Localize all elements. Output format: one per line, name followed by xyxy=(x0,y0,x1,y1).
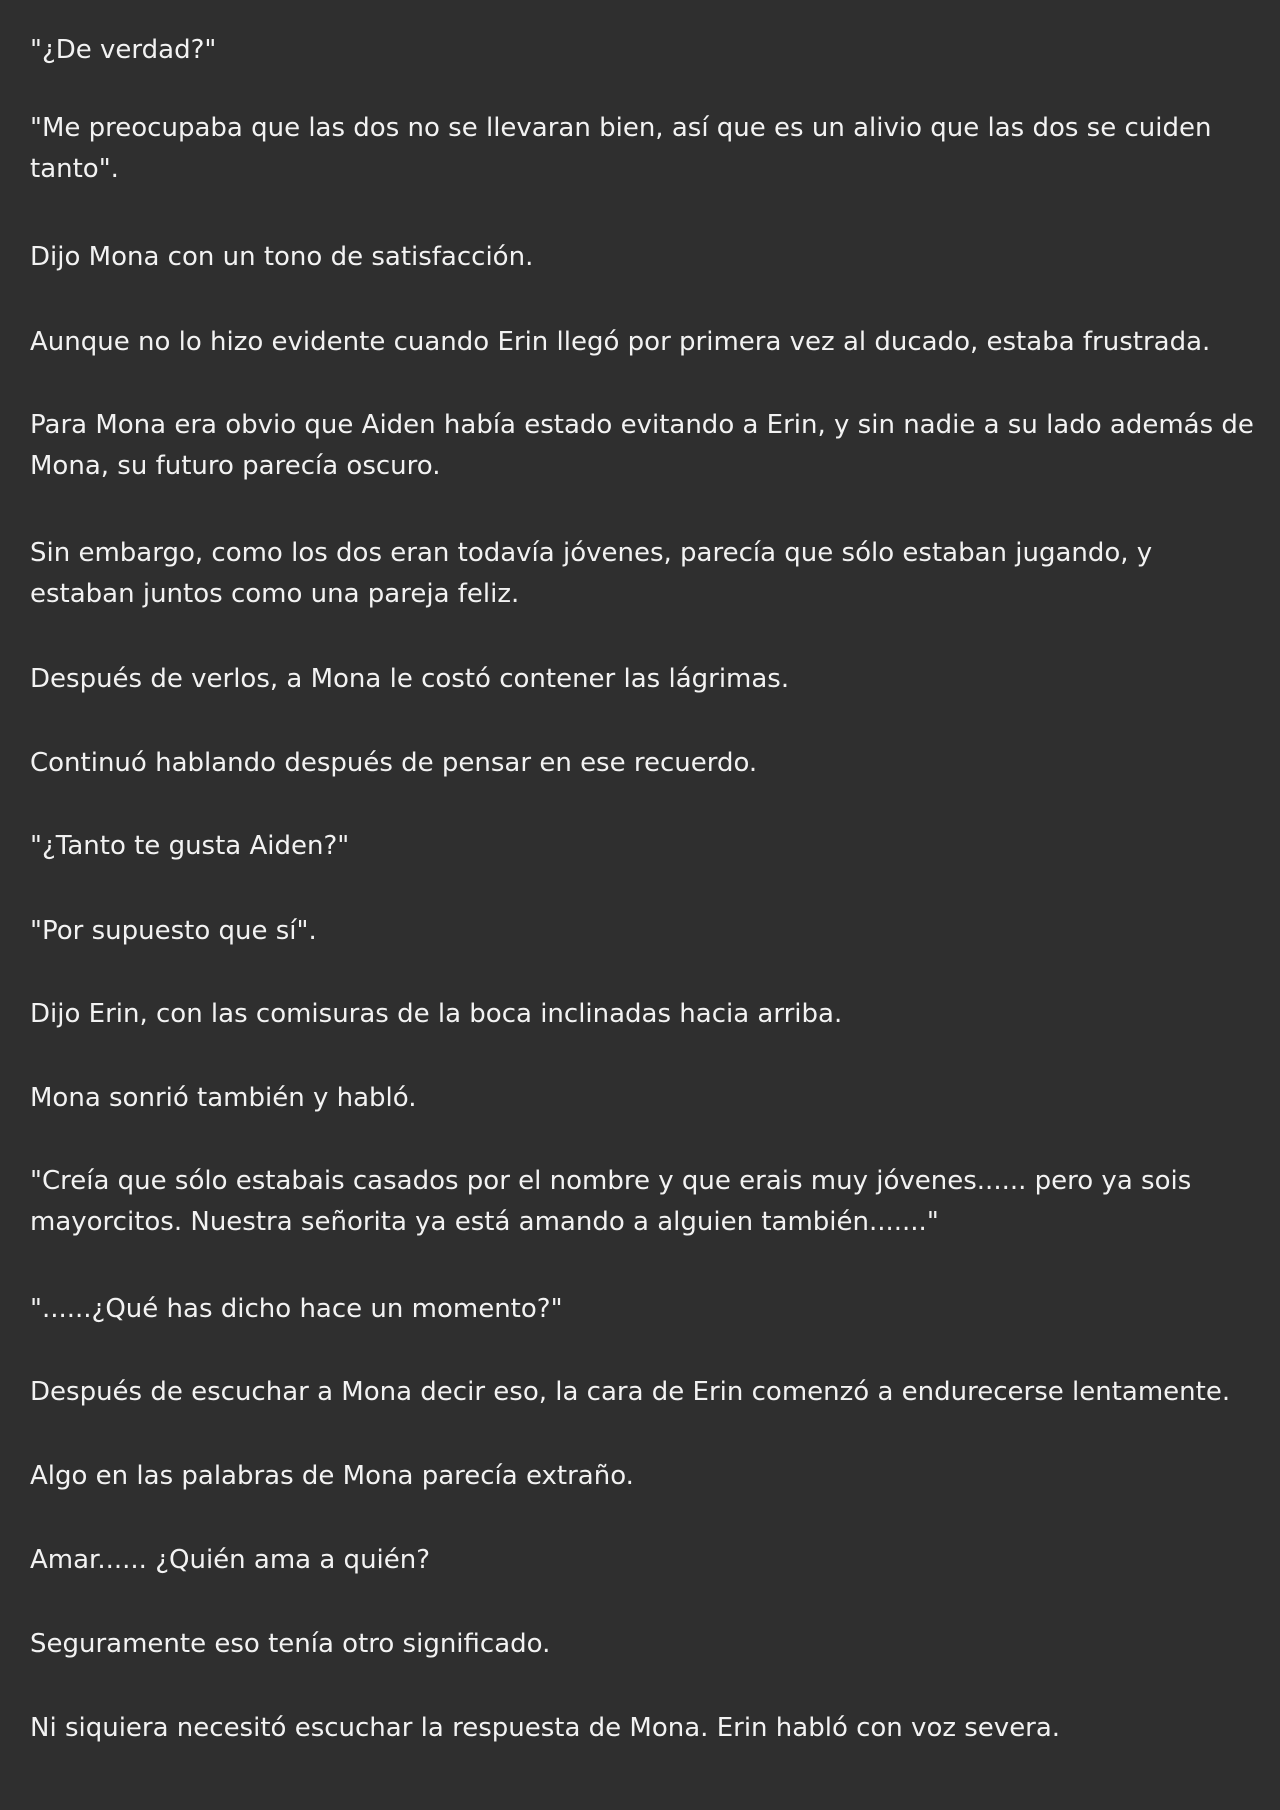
paragraph-7: Después de verlos, a Mona le costó contener las lágrimas. xyxy=(30,664,790,694)
paragraph-13: "Creía que sólo estabais casados por el nombre y que erais muy jóvenes...... pero ya sois mayorcitos. Nuestra señorita ya está amando a alguien también......." xyxy=(30,1166,1192,1237)
paragraph-5: Para Mona era obvio que Aiden había estado evitando a Erin, y sin nadie a su lado además de Mona, su futuro parecía oscuro. xyxy=(30,410,1254,481)
paragraph-15: Después de escuchar a Mona decir eso, la cara de Erin comenzó a endurecerse lentamente. xyxy=(30,1377,1231,1407)
paragraph-6: Sin embargo, como los dos eran todavía jóvenes, parecía que sólo estaban jugando, y estaban juntos como una pareja feliz. xyxy=(30,538,1153,609)
paragraph-1: "¿De verdad?" xyxy=(30,35,217,65)
paragraph-2: "Me preocupaba que las dos no se llevaran bien, así que es un alivio que las dos se cuiden tanto". xyxy=(30,113,1212,184)
paragraph-9: "¿Tanto te gusta Aiden?" xyxy=(30,831,350,861)
paragraph-18: Seguramente eso tenía otro significado. xyxy=(30,1629,551,1659)
paragraph-16: Algo en las palabras de Mona parecía extraño. xyxy=(30,1461,634,1491)
paragraph-19: Ni siquiera necesitó escuchar la respuesta de Mona. Erin habló con voz severa. xyxy=(30,1713,1061,1743)
paragraph-3: Dijo Mona con un tono de satisfacción. xyxy=(30,242,534,272)
paragraph-17: Amar...... ¿Quién ama a quién? xyxy=(30,1545,431,1575)
paragraph-12: Mona sonrió también y habló. xyxy=(30,1083,417,1113)
paragraph-11: Dijo Erin, con las comisuras de la boca inclinadas hacia arriba. xyxy=(30,999,843,1029)
paragraph-8: Continuó hablando después de pensar en ese recuerdo. xyxy=(30,748,758,778)
paragraph-14: "......¿Qué has dicho hace un momento?" xyxy=(30,1294,563,1324)
paragraph-10: "Por supuesto que sí". xyxy=(30,916,317,946)
paragraph-4: Aunque no lo hizo evidente cuando Erin llegó por primera vez al ducado, estaba frustrada. xyxy=(30,327,1211,357)
